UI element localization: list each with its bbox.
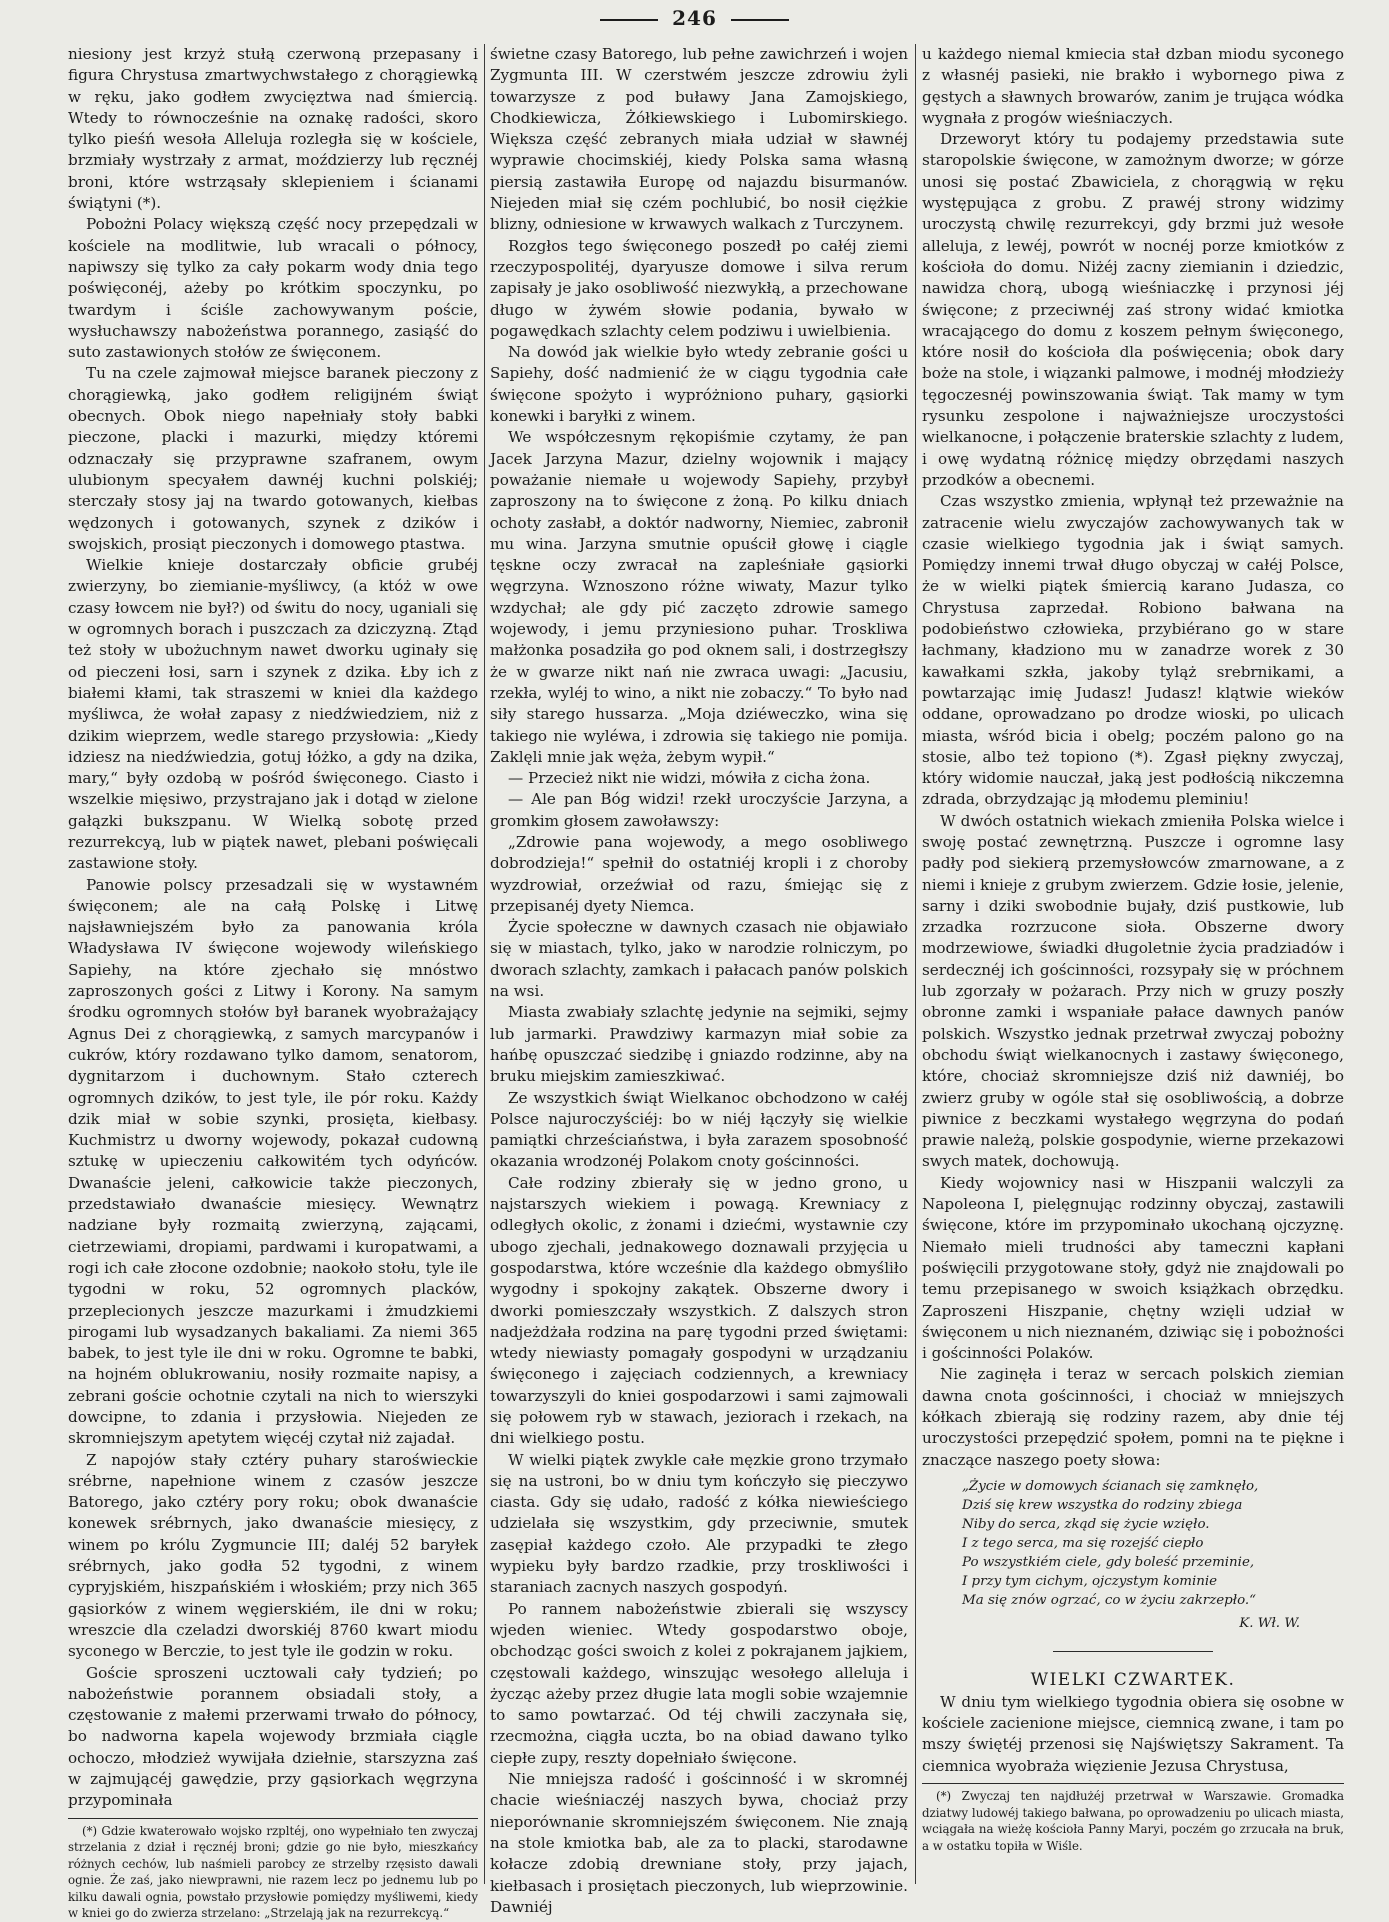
- poem-line: Ma się znów ogrzać, co w życiu zakrzepło.“: [962, 1592, 1257, 1608]
- poem-line: „Życie w domowych ścianach się zamknęło,: [962, 1478, 1259, 1494]
- paragraph: W dwóch ostatnich wiekach zmieniła Polska wielce i swoję postać zewnętrzną. Puszcze i ogromne lasy padły pod siekierą przemysłowców zmarnowane, a z niemi i knieje z grubym zwierzem. Gdzie łosie, jelenie, sarny i dziki swobodnie bujały, dziś pustkowie, lub zrzadka rozrzucone sioła. Obszerne dwory modrzewiowe, świadki długoletnie życia pradziadów i serdecznéj ich gościnności, rozsypały się w próchnem lub zgorzały w pożarach. Przy nich w gruzy poszły obronne zamki i wspaniałe pałace dawnych panów polskich. Wszystko jednak przetrwał zwyczaj pobożny obchodu świąt wielkanocnych i zastawy święconego, które, chociaż skromniejsze dziś niż dawniéj, bo zwierz gruby w ogóle stał się osobliwością, a dobrze piwnice z beczkami wystałego węgrzyna do podań prawie należą, polskie gospodynie, wierne przekazowi swych matek, dochowują.: [922, 811, 1344, 1171]
- article-text: [490, 44, 908, 1918]
- paragraph: Pobożni Polacy większą część nocy przepędzali w kościele na modlitwie, lub wracali o północy, napiwszy się tylko za cały pokarm wody dnia tego poświęconéj, ażeby po krótkim spoczynku, po twardym i ściśle zachowywanym poście, wysłuchawszy nabożeństwa porannego, zasiąść do suto zastawionych stołów ze święconem.: [68, 215, 478, 362]
- paragraph: We współczesnym rękopiśmie czytamy, że pan Jacek Jarzyna Mazur, dzielny wojownik i mający poważanie niemałe u wojewody Sapiehy, przybył zaproszony na to święcone z żoną. Po kilku dniach ochoty zasłabł, a doktór nadworny, Niemiec, zabronił mu wina. Jarzyna smutnie opuścił głowę i ciągle tęskne oczy zwracał na zapleśniałe gąsiorki węgrzyna. Wznoszono różne wiwaty, Mazur tylko wzdychał; ale gdy pić zaczęto zdrowie samego wojewody, i jemu przyniesiono puhar. Troskliwa małżonka posadziła go pod oknem sali, i dostrzegłszy że w gwarze nikt nań nie zwraca uwagi: „Jacusiu, rzekła, wyléj to wino, a nikt nie zobaczy.“ To było nad siły starego hussarza. „Moja dziéweczko, wina się takiego nie wyléwa, i zdrowia się takiego nie pomija. Zaklęli mnie jak węża, żebym wypił.“: [490, 428, 908, 766]
- poem: [962, 1477, 1344, 1610]
- footnote: [68, 1818, 478, 1922]
- paragraph: Życie społeczne w dawnych czasach nie objawiało się w miastach, tylko, jako w narodzie rolniczym, po dworach szlachty, zamkach i pałacach panów polskich na wsi.: [490, 918, 908, 1001]
- paragraph: Rozgłos tego święconego poszedł po całéj ziemi rzeczypospolitéj, dyaryusze domowe i silva rerum zapisały je jako osobliwość niezwykłą, a przechowane długo w żywém słowie podania, bywało w pogawędkach szlachty celem podziwu i uwielbienia.: [490, 236, 908, 340]
- paragraph: Nie mniejsza radość i gościnność i w skromnéj chacie wieśniaczéj naszych bywa, chociaż przy nieporównanie skromniejszém święconem. Nie znają na stole kmiotka bab, ale za to placki, starodawne kołacze zdobią drewniane stoły, przy jajach, kiełbasach i prosiętach pieczonych, lub wieprzowinie. Dawniéj: [490, 1770, 908, 1916]
- paragraph: Tu na czele zajmował miejsce baranek pieczony z chorągiewką, jako godłem religijném świąt obecnych. Obok niego napełniały stoły babki pieczone, placki i mazurki, między któremi odznaczały się przyprawne szafranem, owym ulubionym specyałem dawnéj kuchni polskiéj; sterczały stosy jaj na twardo gotowanych, kiełbas wędzonych i gotowanych, szynek z dzików i swojskich, prosiąt pieczonych i domowego ptastwa.: [68, 364, 478, 553]
- section-title: WIELKI CZWARTEK.: [1030, 1669, 1236, 1690]
- column-3: [922, 44, 1344, 1884]
- paragraph: niesiony jest krzyż stułą czerwoną przepasany i figura Chrystusa zmartwychwstałego z chorągiewką w ręku, jako godłem zwycięztwa nad śmiercią. Wtedy to równocześnie na oznakę radości, skoro tylko pieśń wesoła Alleluja rozległa się w kościele, brzmiały wystrzały z armat, moździerzy lub ręcznéj broni, które wstrząsały sklepieniem i ścianami świątyni (*).: [68, 45, 478, 213]
- poem-line: Po wszystkiém ciele, gdy boleść przeminie,: [962, 1554, 1255, 1570]
- paragraph: — Ale pan Bóg widzi! rzekł uroczyście Jarzyna, a gromkim głosem zawoławszy:: [490, 790, 908, 830]
- footnote-text: (*) Zwyczaj ten najdłużéj przetrwał w Warszawie. Gromadka dziatwy ludowéj takiego bałwana, po oprowadzeniu po ulicach miasta, wciągała na wieżę kościoła Panny Maryi, poczém go zrzucała na bruk, a w ostatku topiła w Wiśle.: [922, 1789, 1344, 1853]
- paragraph: W wielki piątek zwykle całe męzkie grono trzymało się na ustroni, bo w dniu tym kończyło się pieczywo ciasta. Gdy się udało, radość z kółka niewieściego udzielała się wszystkim, gdy przeciwnie, smutek zasępiał każdego czoło. Ale przypadki te złego wypieku były bardzo rzadkie, przy troskliwości i staraniach zacnych naszych gospodyń.: [490, 1450, 908, 1597]
- paragraph: Wielkie knieje dostarczały obficie grubéj zwierzyny, bo ziemianie-myśliwcy, (a któż w owe czasy łowcem nie był?) od świtu do nocy, uganiali się w ogromnych borach i puszczach za dziczyzną. Ztąd też stoły w ubożuchnym nawet dworku uginały się od pieczeni łosi, sarn i szynek z dzika. Łby ich z białemi kłami, tak straszemi w kniei dla każdego myśliwca, że wołał zapasy z niedźwiedziem, niż z dzikim wieprzem, wedle starego przysłowia: „Kiedy idziesz na niedźwiedzia, gotuj łóżko, a gdy na dzika, mary,“ były ozdobą w pośród święconego. Ciasto i wszelkie mięsiwo, przystrajano jak i dotąd w zielone gałązki bukszpanu. W Wielką sobotę przed rezurrekcyą, lub w piątek nawet, plebani poświęcali zastawione stoły.: [68, 556, 478, 873]
- paragraph: „Zdrowie pana wojewody, a mego osobliwego dobrodzieja!“ spełnił do ostatniéj kropli i z choroby wyzdrowiał, orzeźwiał od razu, śmiejąc się z przepisanéj dyety Niemca.: [490, 832, 908, 915]
- paragraph: u każdego niemal kmiecia stał dzban miodu syconego z własnéj pasieki, nie brakło i wybornego piwa z gęstych a sławnych browarów, zanim je trująca wódka wygnała z progów wieśniaczych.: [922, 45, 1344, 127]
- page-header: [0, 6, 1389, 32]
- paragraph: Drzeworyt który tu podajemy przedstawia sute staropolskie święcone, w zamożnym dworze; w górze unosi się postać Zbawiciela, z chorągwią w ręku występująca z grobu. Z prawéj strony widzimy uroczystą chwilę rezurrekcyi, gdy brzmi już wesołe alleluja, z lewéj, powrót w nocnéj porze kmiotków z kościoła do domu. Niżéj zacny ziemianin i dziedzic, nawidza chorą, ubogą wieśniaczkę i przynosi jéj święcone; z przeciwnéj zaś strony widać kmiotka wracającego do domu z koszem pełnym święconego, które nosił do kościoła dla poświęcenia; obok dary boże na stole, i wiązanki palmowe, i modnéj młodzieży tęgoczesnéj powinszowania świąt. Tak mamy w tym rysunku zespolone i najważniejsze uroczystości wielkanocne, i połączenie braterskie szlachty z ludem, i owę wydatną różnicę między obrzędami naszych przodków a obecnemi.: [922, 130, 1344, 489]
- footnote: [922, 1783, 1344, 1854]
- page-number: 246: [672, 6, 717, 30]
- footnote-text: (*) Gdzie kwaterowało wojsko rzpltéj, ono wypełniało ten zwyczaj strzelania z dział i ręcznéj broni; gdzie go nie było, mieszkańcy różnych cechów, lub naśmieli parobcy ze strzelby rzęsisto dawali ognie. Że zaś, jako niewprawni, nie razem lecz po jednemu lub po kilku dawali ognia, powstało przysłowie pomiędzy myśliwemi, kiedy w kniei go do zwierza strzelano: „Strzelają jak na rezurrekcyą.“: [68, 1823, 478, 1921]
- paragraph: Całe rodziny zbierały się w jedno grono, u najstarszych wiekiem i powagą. Krewniacy z odległych okolic, z żonami i dziećmi, wystawnie czy ubogo zjechali, jednakowego doznawali przyjęcia u gospodarstwa, które wcześnie dla każdego obmyśliło wygodny i spokojny zakątek. Obszerne dwory i dworki pomieszczały wszystkich. Z dalszych stron nadjeżdżała rodzina na parę tygodni przed świętami: wtedy niewiasty pomagały gospodyni w urządzaniu święconego i zajęciach codziennych, a krewniacy towarzyszyli do kniei gospodarzowi i sami zajmowali się połowem ryb w stawach, jeziorach i rzekach, na dni wielkiego postu.: [490, 1173, 908, 1448]
- paragraph: świetne czasy Batorego, lub pełne zawichrzeń i wojen Zygmunta III. W czerstwém jeszcze zdrowiu żyli towarzysze z pod buławy Jana Zamojskiego, Chodkiewicza, Żółkiewskiego i Lubomirskiego. Większa część zebranych miała udział w sławnéj wyprawie chocimskiéj, kiedy Polska sama własną piersią zastawiła Europę od najazdu bisurmanów. Niejeden miał się czém pochlubić, bo nosił ciężkie blizny, odniesione w krwawych walkach z Turczynem.: [490, 45, 908, 234]
- paragraph: Z napojów stały cztéry puhary staroświeckie srébrne, napełnione winem z czasów jeszcze Batorego, jako cztéry pory roku; obok dwanaście konewek srébrnych, jako dwanaście miesięcy, z winem po królu Zygmuncie III; daléj 52 baryłek srébrnych, jako godła 52 tygodni, z winem cypryjskiém, hiszpańskiém i włoskiém; przy nich 365 gąsiorków z winem węgierskiém, ile dni w roku; wreszcie dla czeladzi dworskiéj 8760 kwart miodu syconego w Berczie, to jest tyle ile godzin w roku.: [68, 1450, 478, 1661]
- column-2: [490, 44, 908, 1916]
- article-text: [922, 1692, 1344, 1777]
- column-divider: [484, 44, 485, 1884]
- article-text: [68, 44, 478, 1812]
- poem-signature: K. Wł. W.: [1239, 1615, 1300, 1631]
- paragraph: Panowie polscy przesadzali się w wystawném święconem; ale na całą Polskę i Litwę najsławniejszém było za panowania króla Władysława IV święcone wojewody wileńskiego Sapiehy, na które zjechało się mnóstwo zaproszonych gości z Litwy i Korony. Na samym środku ogromnych stołów był baranek wyobrażający Agnus Dei z chorągiewką, z samych marcypanów i cukrów, który rozdawano tylko damom, senatorom, dygnitarzom i duchownym. Stało czterech ogromnych dzików, to jest tyle, ile pór roku. Każdy dzik miał w sobie szynki, prosięta, kiełbasy. Kuchmistrz u dworny wojewody, pokazał cudowną sztukę w upieczeniu całkowitém tych odyńców. Dwanaście jeleni, całkowicie także pieczonych, przedstawiało dwanaście miesięcy. Wewnątrz nadziane były rozmaitą zwierzyną, zającami, cietrzewiami, dropiami, pardwami i kuropatwami, a rogi ich całe złocone ozdobnie; naokoło stołu, tyle ile tygodni w roku, 52 ogromnych placków, przeplecionych jeszcze mazurkami i żmudzkiemi pirogami lub wysadzanych bakaliami. Za niemi 365 babek, to jest tyle ile dni w roku. Ogromne te babki, na hojném oblukrowaniu, nosiły rozmaite napisy, a zebrani goście ochotnie czytali na nich to wierszyki dowcipne, to zdania i przysłowia. Niejeden ze skromniejszym apetytem więcéj czytał niż zajadał.: [68, 875, 478, 1448]
- section-separator: [1053, 1651, 1213, 1652]
- paragraph: Ze wszystkich świąt Wielkanoc obchodzono w całéj Polsce najuroczyściéj: bo w niéj łączyły się wielkie pamiątki chrześciaństwa, i była zarazem sposobność okazania wrodzonéj Polakom cnoty gościnności.: [490, 1088, 908, 1171]
- paragraph: — Przecież nikt nie widzi, mówiła z cicha żona.: [508, 769, 871, 788]
- poem-line: Dziś się krew wszystka do rodziny zbiega: [962, 1497, 1243, 1513]
- paragraph: W dniu tym wielkiego tygodnia obiera się osobne w kościele zacienione miejsce, ciemnicą zwane, i tam po mszy świętéj przenosi się Najświętszy Sakrament. Ta ciemnica wyobraża więzienie Jezusa Chrystusa,: [922, 1692, 1344, 1775]
- paragraph: Goście sproszeni ucztowali cały tydzień; po nabożeństwie porannem obsiadali stoły, a częstowanie z małemi przerwami trwało do północy, bo nadworna kapela wojewody brzmiała ciągle ochoczo, młodzież wywijała dziełnie, starszyzna zaś w zajmującéj gawędzie, przy gąsiorkach węgrzyna przypominała: [68, 1663, 478, 1810]
- header-rule-left: [600, 19, 658, 21]
- paragraph: Po rannem nabożeństwie zbierali się wszyscy wjeden wieniec. Wtedy gospodarstwo oboje, obchodząc gości swoich z kolei z pokrajanem jajkiem, częstowali każdego, winszując wesołego alleluja i życząc ażeby przez długie lata mogli sobie wzajemnie to samo powtarzać. Od téj chwili zaczynała się, rzecmożna, ciągła uczta, bo na obiad dawano tylko ciepłe zupy, reszty dopełniało święcone.: [490, 1599, 908, 1767]
- article-text: [922, 44, 1344, 1471]
- paragraph: Miasta zwabiały szlachtę jedynie na sejmiki, sejmy lub jarmarki. Prawdziwy karmazyn miał sobie za hańbę opuszczać siedzibę i gniazdo rodzinne, aby na bruku miejskim zamieszkiwać.: [490, 1003, 908, 1086]
- poem-line: Niby do serca, zkąd się życie wzięło.: [962, 1516, 1210, 1532]
- header-rule-right: [731, 19, 789, 21]
- paragraph: Czas wszystko zmienia, wpłynął też przeważnie na zatracenie wielu zwyczajów zachowywanych tak w czasie wielkiego tygodnia jak i świąt samych. Pomiędzy innemi trwał długo obyczaj w całéj Polsce, że w wielki piątek śmiercią karano Judasza, co Chrystusa zaprzedał. Robiono bałwana na podobieństwo człowieka, przybiérano go w stare łachmany, kładziono mu w zanadrze worek z 30 kawałkami szkła, jakoby tyląż srebrnikami, a powtarzając imię Judasz! Judasz! klątwie wieków oddane, oprowadzano po drodze wioski, po ulicach miasta, wśród bicia i obelg; poczém palono go na stosie, albo też topiono (*). Zgasł piękny zwyczaj, który widomie nauczał, jaką jest podłością nikczemna zdrada, obrzydzając ją młodemu pleminiu!: [922, 492, 1344, 809]
- poem-line: I przy tym cichym, ojczystym kominie: [962, 1573, 1218, 1589]
- paragraph: Nie zaginęła i teraz w sercach polskich ziemian dawna cnota gościnności, i chociaż w mniejszych kółkach zbierają się rodziny razem, aby dnie téj uroczystości przepędzić społem, pomni na te piękne i znaczące naszego poety słowa:: [922, 1365, 1344, 1469]
- column-1: [68, 44, 478, 1921]
- poem-line: I z tego serca, ma się rozejść ciepło: [962, 1535, 1204, 1551]
- column-divider: [915, 44, 916, 1884]
- paragraph: Kiedy wojownicy nasi w Hiszpanii walczyli za Napoleona I, pielęgnując rodzinny obyczaj, zastawili święcone, które im przypominało ukochaną ojczyznę. Niemało mieli trudności aby tameczni kapłani poświęcili przygotowane stoły, gdyż nie znajdowali po temu przepisanego w swoich książkach obrzędku. Zaproszeni Hiszpanie, chętny wzięli udział w święconem u nich nieznaném, dziwiąc się i pobożności i gościnności Polaków.: [922, 1173, 1344, 1363]
- paragraph: Na dowód jak wielkie było wtedy zebranie gości u Sapiehy, dość nadmienić że w ciągu tygodnia całe święcone spożyto i wypróżniono puhary, gąsiorki konewki i baryłki z winem.: [490, 343, 908, 426]
